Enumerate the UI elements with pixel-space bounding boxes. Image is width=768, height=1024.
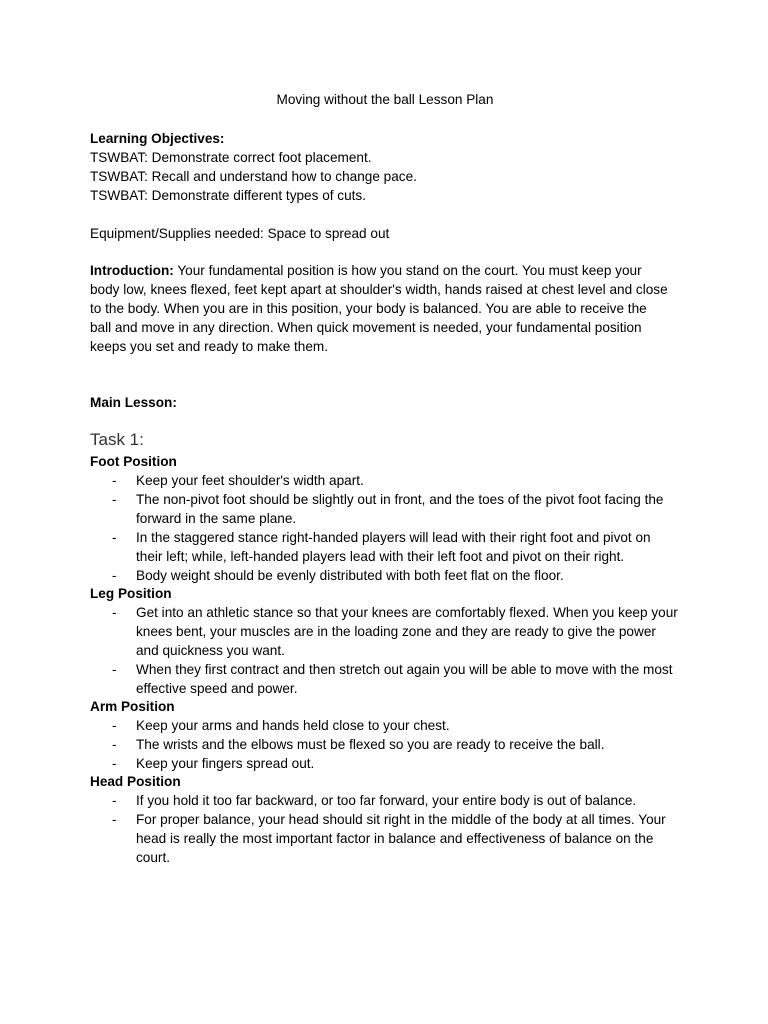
bullet-dash: - [112,568,117,583]
list-item [90,490,680,528]
list-item-text: If you hold it too far backward, or too far forward, your entire body is out of balance. [136,793,637,808]
introduction-label: Introduction: [90,263,174,278]
section-heading-leg: Leg Position [90,586,172,601]
list-item [90,471,680,490]
task-heading: Task 1: [90,430,144,449]
list-item-text: The non-pivot foot should be slightly out in front, and the toes of the pivot foot facing the forward in the same plane. [136,492,664,526]
list-item-text: When they first contract and then stretch out again you will be able to move with the most effective speed and power. [136,662,673,696]
list-item-text: Get into an athletic stance so that your knees are comfortably flexed. When you keep your knees bent, your muscles are in the loading zone and they are ready to give the power and quickness you want. [136,605,678,658]
list-item [90,791,680,810]
introduction-text: ball and move in any direction. When quick movement is needed, your fundamental position [90,320,642,335]
equipment-line: Equipment/Supplies needed: Space to spread out [90,226,390,241]
main-lesson-heading: Main Lesson: [90,395,177,410]
objective-item: TSWBAT: Demonstrate correct foot placement. [90,150,372,165]
objective-item: TSWBAT: Demonstrate different types of cuts. [90,188,367,203]
list-item-text: Keep your feet shoulder's width apart. [136,473,364,488]
head-position-list [90,791,680,867]
bullet-dash: - [112,605,117,620]
section-heading-foot: Foot Position [90,454,177,469]
list-item [90,660,680,698]
objectives-heading: Learning Objectives: [90,131,225,146]
objective-item: TSWBAT: Recall and understand how to change pace. [90,169,417,184]
bullet-dash: - [112,793,117,808]
leg-position-list [90,603,680,698]
list-item-text: For proper balance, your head should sit right in the middle of the body at all times. Your head is really the most important factor in balance and effectiveness of balance on the court. [136,812,666,865]
list-item [90,754,680,773]
document-title: Moving without the ball Lesson Plan [276,92,494,107]
list-item-text: Keep your arms and hands held close to your chest. [136,718,450,733]
list-item [90,735,680,754]
list-item [90,528,680,566]
list-item [90,603,680,660]
bullet-dash: - [112,473,117,488]
introduction-text: keeps you set and ready to make them. [90,339,329,354]
list-item-text: In the staggered stance right-handed players will lead with their right foot and pivot on their left; while, left-handed players lead with their left foot and pivot on their right. [136,530,651,564]
list-item-text: Keep your fingers spread out. [136,756,315,771]
section-heading-arm: Arm Position [90,699,175,714]
introduction-text: to the body. When you are in this position, your body is balanced. You are able to receive the [90,301,647,316]
bullet-dash: - [112,718,117,733]
introduction-text: Your fundamental position is how you stand on the court. You must keep your [173,263,642,278]
bullet-dash: - [112,737,117,752]
arm-position-list [90,716,680,773]
introduction-text: body low, knees flexed, feet kept apart at shoulder's width, hands raised at chest level and close [90,282,668,297]
list-item [90,716,680,735]
bullet-dash: - [112,492,117,507]
bullet-dash: - [112,812,117,827]
list-item-text: The wrists and the elbows must be flexed so you are ready to receive the ball. [136,737,605,752]
list-item [90,810,680,867]
bullet-dash: - [112,756,117,771]
bullet-dash: - [112,662,117,677]
list-item [90,566,680,585]
bullet-dash: - [112,530,117,545]
list-item-text: Body weight should be evenly distributed with both feet flat on the floor. [136,568,564,583]
foot-position-list [90,471,680,585]
section-heading-head: Head Position [90,774,181,789]
introduction-paragraph [90,261,680,356]
